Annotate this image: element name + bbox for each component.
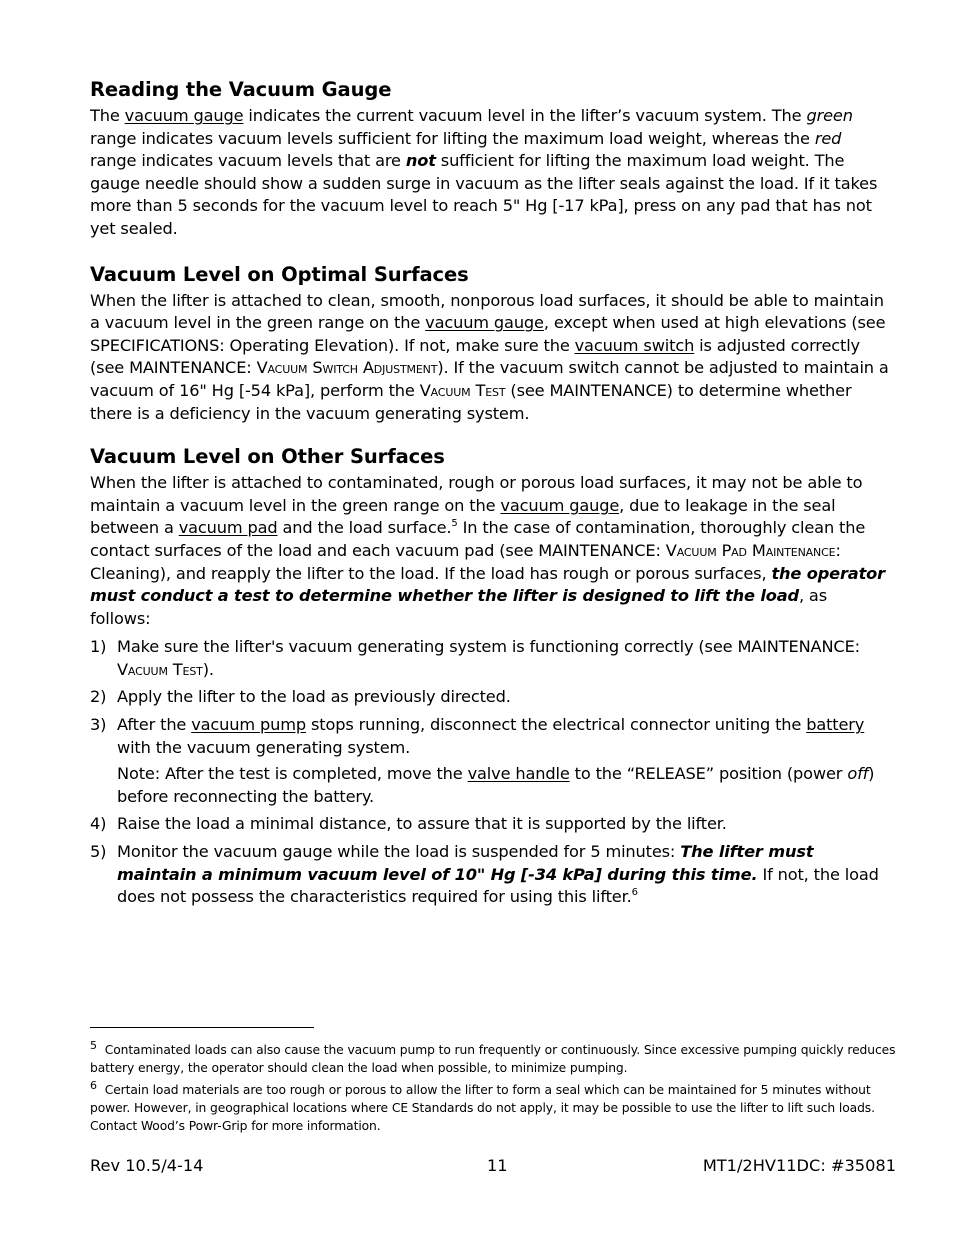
step-number: 4)	[90, 814, 107, 834]
text-run: is adjusted correctly (see MAINTENANCE:	[90, 335, 860, 378]
term-link-vacuum-gauge: vacuum gauge	[124, 106, 244, 125]
term-link-battery: battery	[806, 715, 865, 735]
text-run: Raise the load a minimal distance, to assure that it is supported by the lifter.	[117, 814, 727, 834]
emphasis-off: off	[847, 764, 869, 784]
term-link-vacuum-pad: vacuum pad	[178, 518, 278, 538]
model-number: MT1/2HV11DC: #35081	[702, 1156, 896, 1175]
list-item-step-2	[90, 686, 890, 709]
section-heading-other-surfaces: Vacuum Level on Other Surfaces	[90, 445, 445, 469]
text-run: stops running, disconnect the electrical connector uniting the	[306, 715, 807, 735]
text-run: When the lifter is attached to contaminated, rough or porous load surfaces, it may not be able to maintain a vacuum level in the green range on the	[90, 473, 863, 515]
text-run: , due to leakage in the seal between a	[90, 495, 836, 538]
text-run: Note: After the test is completed, move the	[117, 764, 468, 784]
text-run: Make sure the lifter's vacuum generating system is functioning correctly (see MAINTENANCE:	[117, 637, 860, 657]
text-run: to the “RELEASE” position (power	[569, 764, 848, 784]
text-run: The	[90, 106, 125, 125]
step-number: 3)	[90, 715, 107, 735]
list-item-step-3	[90, 714, 890, 808]
text-run: : Cleaning), and reapply the lifter to the load. If the load has rough or porous surfaces,	[90, 540, 841, 583]
footnote-5	[90, 1041, 900, 1077]
term-link-vacuum-gauge: vacuum gauge	[500, 495, 620, 515]
footnote-ref-6: 6	[631, 887, 638, 899]
emphasis-not: not	[405, 151, 436, 171]
footnotes	[90, 1041, 900, 1139]
step-number: 1)	[90, 637, 107, 657]
section-paragraph-vacuum-gauge	[90, 105, 890, 241]
text-run: When the lifter is attached to clean, smooth, nonporous load surfaces, it should be able to maintain a vacuum level in the green range on the	[90, 290, 884, 333]
page-number: 11	[487, 1156, 508, 1175]
footnote-ref-5: 5	[451, 518, 458, 530]
text-run: After the	[117, 715, 192, 735]
test-steps-list	[90, 636, 890, 909]
step-number: 2)	[90, 687, 107, 707]
text-run: , except when used at high elevations (see SPECIFICATIONS: Operating Elevation). If not, make sure the	[90, 313, 886, 355]
emphasis-minimum-vacuum: The lifter must maintain a minimum vacuum level of 10" Hg [-34 kPa] during this time.	[117, 842, 814, 884]
text-run: If not, the load does not possess the characteristics required for using this lifter.	[117, 864, 879, 907]
term-link-vacuum-gauge: vacuum gauge	[425, 313, 544, 333]
footnote-text: Contaminated loads can also cause the vacuum pump to run frequently or continuously. Since excessive pumping quickly reduces battery energy, the operator should clean the load when possible, to minimize pumping.	[90, 1043, 896, 1075]
text-run: range indicates vacuum levels that are	[90, 151, 406, 171]
footnote-number: 5	[90, 1039, 97, 1052]
term-link-vacuum-pump: vacuum pump	[191, 715, 306, 735]
reference-vacuum-switch-adjustment: Vacuum Switch Adjustment	[256, 358, 438, 378]
reference-vacuum-test: Vacuum Test	[419, 380, 506, 400]
reference-vacuum-pad-maintenance: Vacuum Pad Maintenance	[665, 540, 836, 560]
text-run: Apply the lifter to the load as previously directed.	[117, 687, 511, 707]
document-page	[90, 78, 890, 914]
emphasis-green: green	[806, 106, 853, 125]
list-item-step-1	[90, 636, 890, 681]
section-paragraph-optimal-surfaces	[90, 290, 890, 426]
text-run: indicates the current vacuum level in the lifter’s vacuum system. The	[243, 106, 807, 125]
term-link-vacuum-switch: vacuum switch	[574, 335, 695, 355]
footnote-divider	[90, 1027, 314, 1028]
text-run: ). If the vacuum switch cannot be adjusted to maintain a vacuum of 16" Hg [-54 kPa], perform the	[90, 358, 889, 400]
text-run: In the case of contamination, thoroughly clean the contact surfaces of the load and each vacuum pad (see MAINTENANCE:	[90, 518, 866, 560]
text-run: and the load surface.	[277, 518, 452, 538]
text-run: Monitor the vacuum gauge while the load is suspended for 5 minutes:	[117, 842, 681, 862]
step-3-note	[117, 763, 890, 808]
section-heading-vacuum-gauge: Reading the Vacuum Gauge	[90, 78, 392, 101]
text-run: (see MAINTENANCE) to determine whether there is a deficiency in the vacuum generating system.	[90, 380, 852, 423]
list-item-step-4	[90, 813, 890, 836]
step-number: 5)	[90, 842, 107, 862]
section-heading-optimal-surfaces: Vacuum Level on Optimal Surfaces	[90, 262, 469, 286]
footnote-6	[90, 1081, 900, 1135]
reference-vacuum-test: Vacuum Test	[117, 659, 203, 679]
text-run: sufficient for lifting the maximum load weight. The gauge needle should show a sudden surge in vacuum as the lifter seals against the load. If it takes more than 5 seconds for the vacuum level to reach 5" Hg [-17 kPa], press on any pad that has not yet sealed.	[90, 151, 878, 238]
section-paragraph-other-surfaces	[90, 472, 890, 630]
emphasis-red: red	[814, 128, 842, 148]
footnote-number: 6	[90, 1079, 97, 1092]
revision-label: Rev 10.5/4-14	[90, 1156, 204, 1175]
emphasis-operator-test: the operator must conduct a test to determine whether the lifter is designed to lift the load	[90, 563, 885, 606]
text-run: ).	[202, 659, 214, 679]
list-item-step-5	[90, 841, 890, 909]
text-run: ) before reconnecting the battery.	[117, 764, 875, 806]
footnote-text: Certain load materials are too rough or porous to allow the lifter to form a seal which can be maintained for 5 minutes without power. However, in geographical locations where CE Standards do not apply, it may be possible to use the lifter to lift such loads. Contact Wood’s Powr-Grip for more information.	[90, 1083, 875, 1133]
text-run: with the vacuum generating system.	[117, 737, 411, 757]
text-run: , as follows:	[90, 586, 827, 628]
text-run: range indicates vacuum levels sufficient for lifting the maximum load weight, whereas the	[90, 128, 815, 148]
term-link-valve-handle: valve handle	[467, 764, 570, 784]
